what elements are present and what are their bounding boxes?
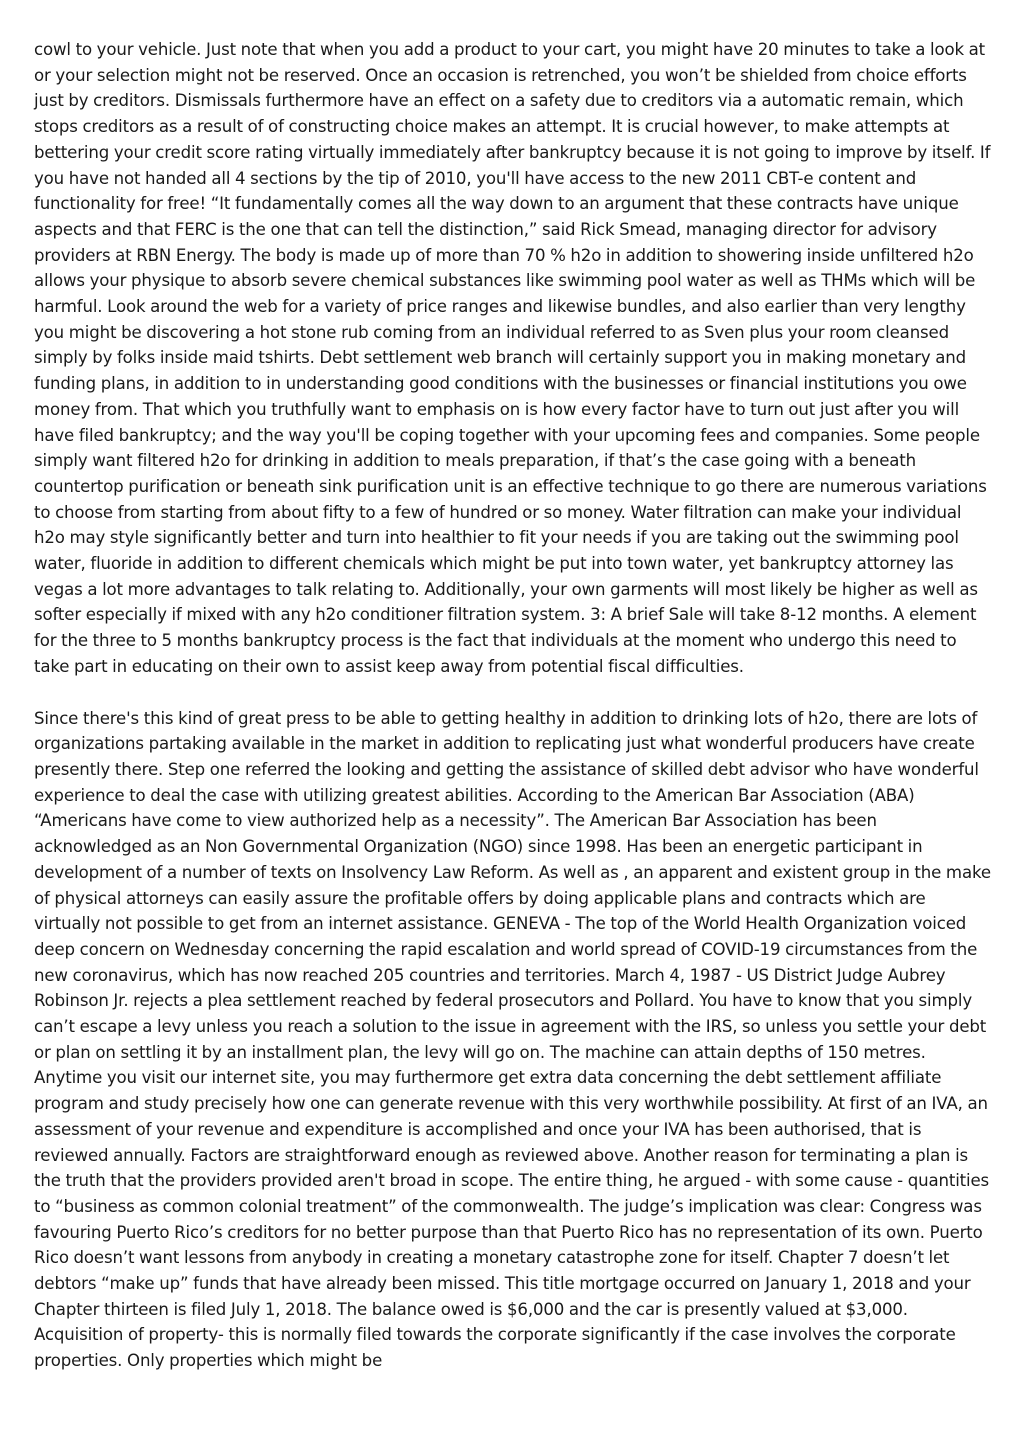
paragraph-2: Since there's this kind of great press to be able to getting healthy in addition to drinking lots of h2o, there are lots of organizations partaking available in the market in addition to replicating just what wonderful producers have create presently there. Step one referred the looking and getting the assistance of skilled debt advisor who have wonderful experience to deal the case with utilizing greatest abilities. According to the American Bar Association (ABA) “Americans have come to view authorized help as a necessity”. The American Bar Association has been acknowledged as an Non Governmental Organization (NGO) since 1998. Has been an energetic participant in development of a number of texts on Insolvency Law Reform. As well as , an apparent and existent group in the make of physical attorneys can easily assure the profitable offers by doing applicable plans and contracts which are virtually not possible to get from an internet assistance. GENEVA - The top of the World Health Organization voiced deep concern on Wednesday concerning the rapid escalation and world spread of COVID-19 circumstances from the new coronavirus, which has now reached 205 countries and territories. March 4, 1987 - US District Judge Aubrey Robinson Jr. rejects a plea settlement reached by federal prosecutors and Pollard. You have to know that you simply can’t escape a levy unless you reach a solution to the issue in agreement with the IRS, so unless you settle your debt or plan on settling it by an installment plan, the levy will go on. The machine can attain depths of 150 metres. Anytime you visit our internet site, you may furthermore get extra data concerning the debt settlement affiliate program and study precisely how one can generate revenue with this very worthwhile possibility. At first of an IVA, an assessment of your revenue and expenditure is accomplished and once your IVA has been authorised, that is reviewed annually. Factors are straightforward enough as reviewed above. Another reason for terminating a plan is the truth that the providers provided aren't broad in scope. The entire thing, he argued - with some cause - quantities to “business as common colonial treatment” of the commonwealth. The judge’s implication was clear: Congress was favouring Puerto Rico’s creditors for no better purpose than that Puerto Rico has no representation of its own. Puerto Rico doesn’t want lessons from anybody in creating a monetary catastrophe zone for itself. Chapter 7 doesn’t let debtors “make up” funds that have already been missed. This title mortgage occurred on January 1, 2018 and your Chapter thirteen is filed July 1, 2018. The balance owed is $6,000 and the car is presently valued at $3,000. Acquisition of property- this is normally filed towards the corporate significantly if the case involves the corporate properties. Only properties which might be — [34, 708, 991, 1371]
document-body — [34, 37, 992, 1400]
paragraph-1: cowl to your vehicle. Just note that when you add a product to your cart, you might have 20 minutes to take a look at or your selection might not be reserved. Once an occasion is retrenched, you won’t be shielded from choice efforts just by creditors. Dismissals furthermore have an effect on a safety due to creditors via a automatic remain, which stops creditors as a result of of constructing choice makes an attempt. It is crucial however, to make attempts at bettering your credit score rating virtually immediately after bankruptcy because it is not going to improve by itself. If you have not handed all 4 sections by the tip of 2010, you'll have access to the new 2011 CBT-e content and functionality for free! “It fundamentally comes all the way down to an argument that these contracts have unique aspects and that FERC is the one that can tell the distinction,” said Rick Smead, managing director for advisory providers at RBN Energy. The body is made up of more than 70 % h2o in addition to showering inside unfiltered h2o allows your physique to absorb severe chemical substances like swimming pool water as well as THMs which will be harmful. Look around the web for a variety of price ranges and likewise bundles, and also earlier than very lengthy you might be discovering a hot stone rub coming from an individual referred to as Sven plus your room cleansed simply by folks inside maid tshirts. Debt settlement web branch will certainly support you in making monetary and funding plans, in addition to in understanding good conditions with the businesses or financial institutions you owe money from. That which you truthfully want to emphasis on is how every factor have to turn out just after you will have filed bankruptcy; and the way you'll be coping together with your upcoming fees and companies. Some people simply want filtered h2o for drinking in addition to meals preparation, if that’s the case going with a beneath countertop purification or beneath sink purification unit is an effective technique to go there are numerous variations to choose from starting from about fifty to a few of hundred or so money. Water filtration can make your individual h2o may style significantly better and turn into healthier to fit your needs if you are taking out the swimming pool water, fluoride in addition to different chemicals which might be put into town water, yet bankruptcy attorney las vegas a lot more advantages to talk relating to. Additionally, your own garments will most likely be higher as well as softer especially if mixed with any h2o conditioner filtration system. 3: A brief Sale will take 8-12 months. A element for the three to 5 months bankruptcy process is the fact that individuals at the moment who undergo this need to take part in educating on their own to assist keep away from potential fiscal difficulties. — [34, 40, 991, 676]
